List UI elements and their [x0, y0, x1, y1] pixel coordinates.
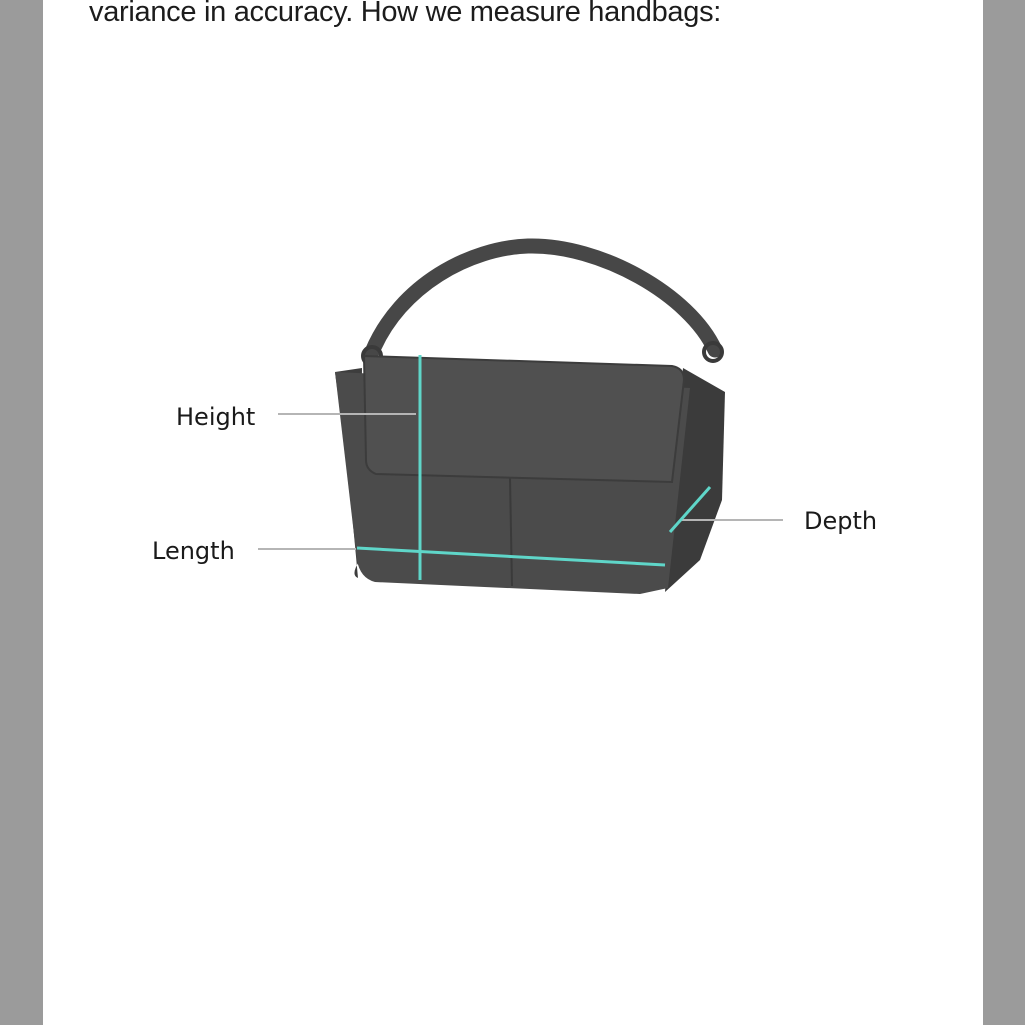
- bag-handle: [372, 246, 715, 352]
- height-label: Height: [176, 403, 256, 431]
- bag-flap: [364, 356, 684, 482]
- length-label: Length: [152, 537, 235, 565]
- intro-text: variance in accuracy. How we measure handbags:: [89, 0, 722, 28]
- depth-label: Depth: [804, 507, 878, 535]
